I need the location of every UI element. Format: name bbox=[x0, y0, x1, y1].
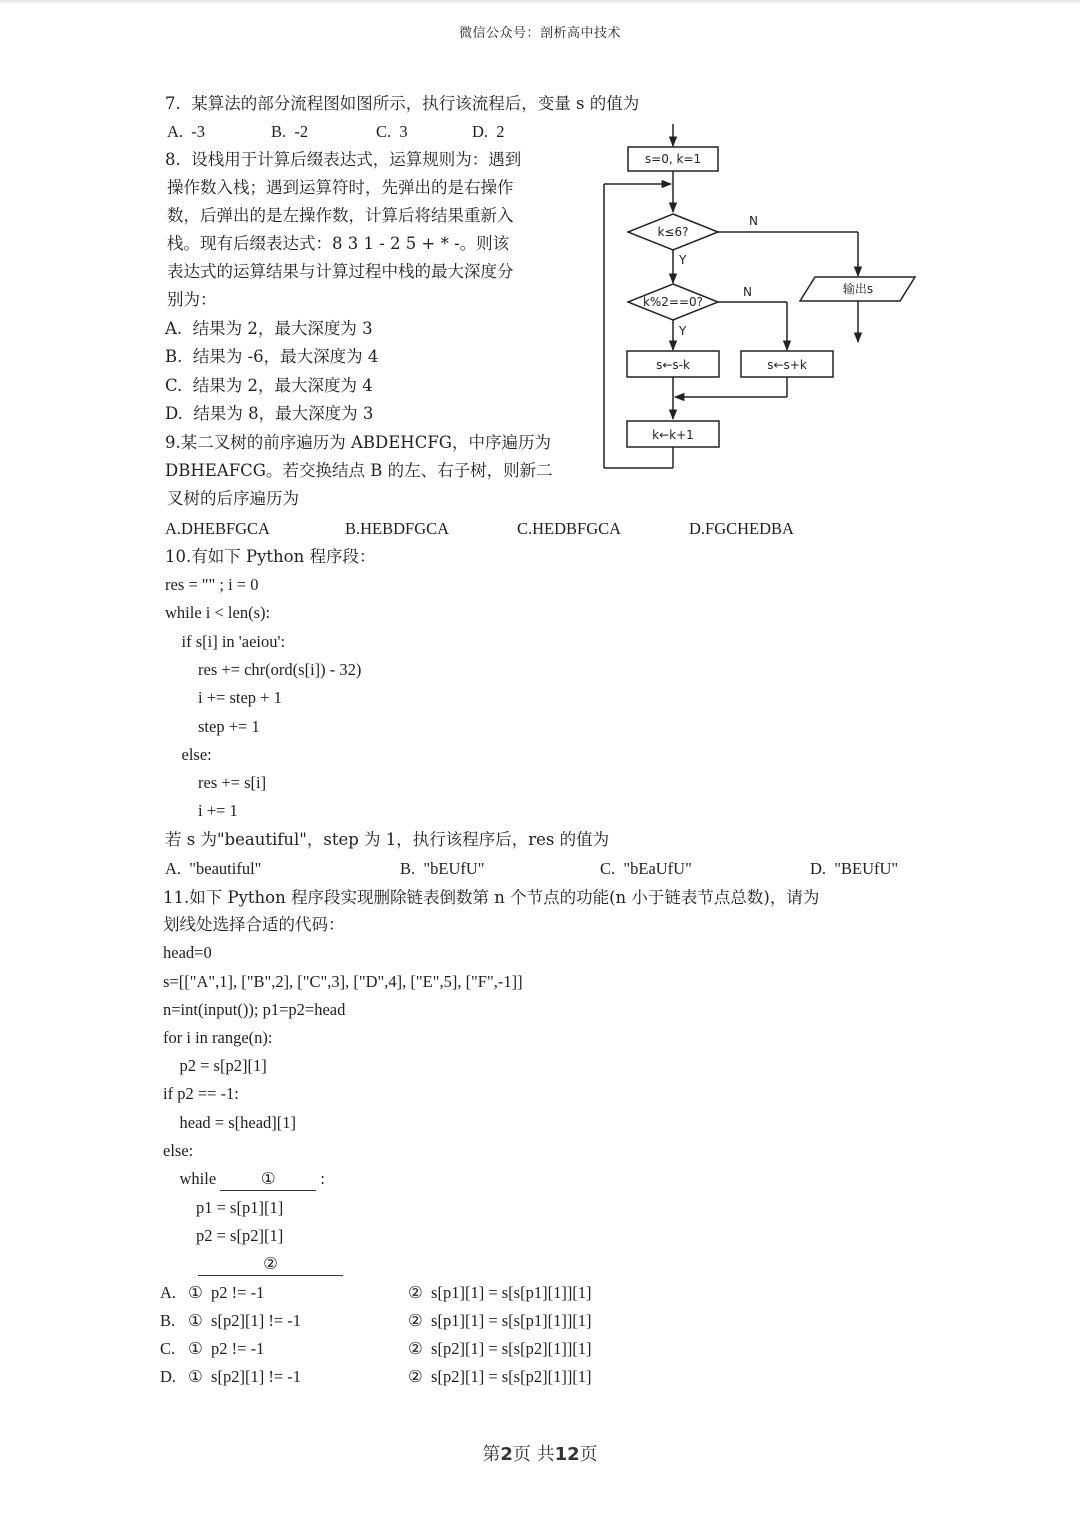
q10-code-line: i += 1 bbox=[165, 801, 238, 820]
q11-code-line: n=int(input()); p1=p2=head bbox=[163, 1000, 346, 1019]
total-pages: 12 bbox=[554, 1444, 580, 1465]
q11-option-c-label: C. bbox=[160, 1339, 176, 1358]
flow-cond2-text: k%2==0? bbox=[642, 295, 704, 309]
blank-1: ① bbox=[220, 1168, 316, 1191]
q11-line: 划线处选择合适的代码： bbox=[163, 915, 345, 934]
flow-minus-text: s←s-k bbox=[656, 358, 690, 372]
q10-code-line: i += step + 1 bbox=[165, 688, 282, 707]
q11-option-d-label: D. bbox=[160, 1367, 177, 1386]
q10-code-line: if s[i] in 'aeiou': bbox=[165, 632, 286, 651]
q10-question: 若 s 为"beautiful"，step 为 1，执行该程序后，res 的值为 bbox=[165, 830, 610, 849]
flowchart bbox=[595, 120, 925, 480]
q8-line: 别为： bbox=[167, 290, 217, 309]
q10-code-line: res = "" ; i = 0 bbox=[165, 575, 259, 594]
q7-option-b: B. -2 bbox=[271, 122, 309, 141]
q11-option-b-c2: ② s[p1][1] = s[s[p1][1]][1] bbox=[408, 1311, 592, 1330]
flow-cond1-text: k≤6? bbox=[657, 225, 689, 239]
q11-line: 11.如下 Python 程序段实现删除链表倒数第 n 个节点的功能(n 小于链表节点总数)，请为 bbox=[163, 888, 820, 907]
q10-option-a: A. "beautiful" bbox=[165, 859, 262, 878]
q8-option-d: D. 结果为 8，最大深度为 3 bbox=[165, 404, 374, 423]
q8-line: 数，后弹出的是左操作数，计算后将结果重新入 bbox=[167, 206, 514, 225]
q11-blank-2-line bbox=[198, 1253, 343, 1276]
q8-option-b: B. 结果为 -6，最大深度为 4 bbox=[165, 347, 379, 366]
q11-option-b-label: B. bbox=[160, 1311, 176, 1330]
q11-option-d-c1: ① s[p2][1] != -1 bbox=[188, 1367, 301, 1386]
q7-stem: 7. 某算法的部分流程图如图所示，执行该流程后，变量 s 的值为 bbox=[165, 94, 640, 113]
q9-line: 叉树的后序遍历为 bbox=[167, 489, 299, 508]
q11-option-d-c2: ② s[p2][1] = s[s[p2][1]][1] bbox=[408, 1367, 592, 1386]
q11-option-a-c1: ① p2 != -1 bbox=[188, 1283, 265, 1302]
blank-2: ② bbox=[198, 1253, 343, 1276]
q9-line: 9.某二叉树的前序遍历为 ABDEHCFG，中序遍历为 bbox=[165, 433, 551, 452]
flow-no1-label: N bbox=[749, 214, 758, 228]
footer-prefix: 第 bbox=[482, 1444, 501, 1465]
flow-yes2-label: Y bbox=[679, 324, 687, 338]
q11-while-prefix: while bbox=[163, 1169, 221, 1188]
flow-init-text: s=0, k=1 bbox=[644, 152, 702, 166]
q11-option-a-label: A. bbox=[160, 1283, 177, 1302]
flow-output-text: 输出s bbox=[842, 282, 874, 296]
q8-line: 操作数入栈；遇到运算符时，先弹出的是右操作 bbox=[167, 178, 514, 197]
q11-while-line bbox=[163, 1168, 325, 1191]
q9-option-a: A.DHEBFGCA bbox=[165, 519, 270, 538]
q8-option-c: C. 结果为 2，最大深度为 4 bbox=[165, 376, 373, 395]
footer-suffix: 页 bbox=[579, 1444, 598, 1465]
q11-code-line: head = s[head][1] bbox=[163, 1113, 296, 1132]
q10-option-b: B. "bEUfU" bbox=[400, 859, 485, 878]
q11-code-line: else: bbox=[163, 1141, 194, 1160]
q10-code-line: step += 1 bbox=[165, 717, 260, 736]
q7-option-a: A. -3 bbox=[167, 122, 206, 141]
q10-option-d: D. "BEUfU" bbox=[810, 859, 899, 878]
q9-option-b: B.HEBDFGCA bbox=[345, 519, 450, 538]
q10-code-line: while i < len(s): bbox=[165, 603, 271, 622]
q9-option-c: C.HEDBFGCA bbox=[517, 519, 622, 538]
flow-yes1-label: Y bbox=[679, 253, 687, 267]
q8-line: 栈。现有后缀表达式：8 3 1 - 2 5 + * -。则该 bbox=[167, 234, 510, 253]
footer-mid: 页 共 bbox=[512, 1444, 555, 1465]
q8-line: 8. 设栈用于计算后缀表达式，运算规则为：遇到 bbox=[165, 150, 522, 169]
q11-option-b-c1: ① s[p2][1] != -1 bbox=[188, 1311, 301, 1330]
q10-intro: 10.有如下 Python 程序段： bbox=[165, 547, 376, 566]
q7-option-c: C. 3 bbox=[376, 122, 408, 141]
flow-incr-text: k←k+1 bbox=[652, 428, 694, 442]
scan-edge bbox=[0, 0, 1080, 4]
q10-code-line: res += chr(ord(s[i]) - 32) bbox=[165, 660, 362, 679]
q11-code-line: for i in range(n): bbox=[163, 1028, 273, 1047]
q11-loop-line: p2 = s[p2][1] bbox=[163, 1226, 284, 1245]
q11-code-line: s=[["A",1], ["B",2], ["C",3], ["D",4], ["E",5], ["F",-1]] bbox=[163, 972, 523, 991]
q11-code-line: if p2 == -1: bbox=[163, 1084, 239, 1103]
q11-loop-line: p1 = s[p1][1] bbox=[163, 1198, 284, 1217]
q10-code-line: res += s[i] bbox=[165, 773, 267, 792]
q10-option-c: C. "bEaUfU" bbox=[600, 859, 692, 878]
q9-option-d: D.FGCHEDBA bbox=[689, 519, 794, 538]
q11-option-c-c1: ① p2 != -1 bbox=[188, 1339, 265, 1358]
q8-line: 表达式的运算结果与计算过程中栈的最大深度分 bbox=[167, 262, 514, 281]
q11-while-suffix: : bbox=[316, 1169, 326, 1188]
q9-line: DBHEAFCG。若交换结点 B 的左、右子树，则新二 bbox=[165, 461, 553, 480]
flow-plus-text: s←s+k bbox=[767, 358, 807, 372]
q11-code-line: head=0 bbox=[163, 943, 212, 962]
flow-no2-label: N bbox=[743, 285, 752, 299]
q11-option-c-c2: ② s[p2][1] = s[s[p2][1]][1] bbox=[408, 1339, 592, 1358]
page-header: 微信公众号：剖析高中技术 bbox=[458, 26, 621, 41]
q7-option-d: D. 2 bbox=[472, 122, 505, 141]
q10-code-line: else: bbox=[165, 745, 212, 764]
page-number: 2 bbox=[500, 1444, 513, 1465]
page-footer bbox=[0, 1440, 1080, 1466]
q11-option-a-c2: ② s[p1][1] = s[s[p1][1]][1] bbox=[408, 1283, 592, 1302]
q8-option-a: A. 结果为 2，最大深度为 3 bbox=[165, 319, 373, 338]
q11-code-line: p2 = s[p2][1] bbox=[163, 1056, 267, 1075]
